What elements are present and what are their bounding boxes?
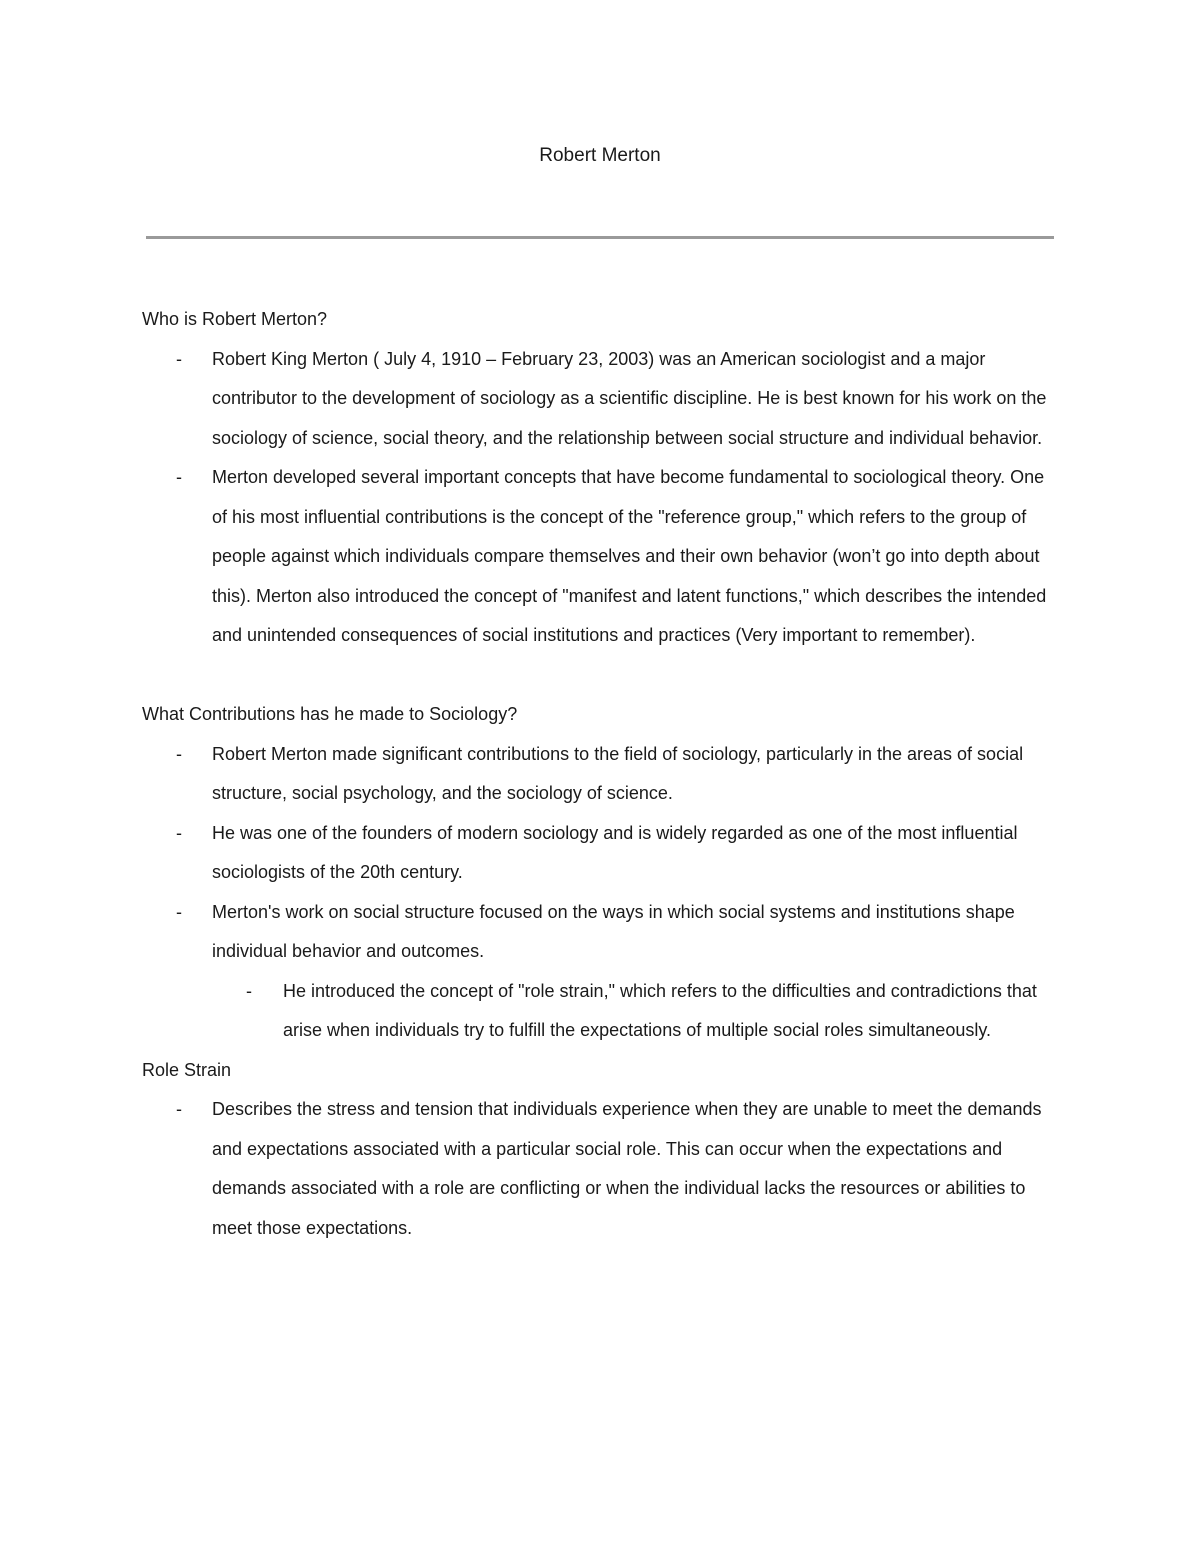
bullet-list-role-strain bbox=[142, 1090, 1058, 1248]
list-item bbox=[142, 340, 1058, 459]
list-item-text: Describes the stress and tension that individuals experience when they are unable to meet the demands and expectations associated with a particular social role. This can occur when the expectations and demands associated with a role are conflicting or when the individual lacks the resources or abilities to meet those expectations. bbox=[212, 1099, 1042, 1238]
section-heading-role-strain: Role Strain bbox=[142, 1059, 232, 1080]
horizontal-rule bbox=[146, 236, 1054, 239]
bullet-dash: - bbox=[176, 901, 182, 922]
list-item-text: Robert King Merton ( July 4, 1910 – February 23, 2003) was an American sociologist and a major contributor to the development of sociology as a scientific discipline. He is best known for his work on the sociology of science, social theory, and the relationship between social structure and individual behavior. bbox=[212, 348, 1047, 448]
bullet-list-who bbox=[142, 340, 1058, 656]
document-body bbox=[142, 300, 1058, 1248]
document-title: Robert Merton bbox=[539, 145, 661, 166]
list-item-text: Merton's work on social structure focused on the ways in which social systems and institutions shape individual behavior and outcomes. bbox=[212, 901, 1015, 961]
list-item-text: He was one of the founders of modern sociology and is widely regarded as one of the most influential sociologists of the 20th century. bbox=[212, 822, 1018, 882]
section-heading-contributions: What Contributions has he made to Sociology? bbox=[142, 704, 518, 724]
list-item-text: He introduced the concept of "role strain," which refers to the difficulties and contradictions that arise when individuals try to fulfill the expectations of multiple social roles simultaneously. bbox=[283, 980, 1037, 1040]
list-item bbox=[142, 814, 1058, 893]
list-item-text: Merton developed several important concepts that have become fundamental to sociological theory. One of his most influential contributions is the concept of the "reference group," which refers to the group of people against which individuals compare themselves and their own behavior (won’t go into depth about this). Merton also introduced the concept of "manifest and latent functions," which describes the intended and unintended consequences of social institutions and practices (Very important to remember). bbox=[212, 467, 1047, 645]
bullet-dash: - bbox=[246, 980, 252, 1001]
bullet-dash: - bbox=[176, 743, 182, 764]
section-heading-who: Who is Robert Merton? bbox=[142, 309, 328, 329]
list-item bbox=[142, 893, 1058, 972]
list-item-text: Robert Merton made significant contributions to the field of sociology, particularly in the areas of social structure, social psychology, and the sociology of science. bbox=[212, 743, 1024, 803]
list-item bbox=[142, 735, 1058, 814]
paragraph-spacer bbox=[142, 656, 1058, 696]
bullet-dash: - bbox=[176, 348, 182, 369]
bullet-dash: - bbox=[176, 1099, 182, 1119]
bullet-dash: - bbox=[176, 467, 182, 487]
bullet-list-contributions bbox=[142, 735, 1058, 1051]
sub-list-item bbox=[142, 972, 1058, 1051]
list-item bbox=[142, 458, 1058, 656]
bullet-dash: - bbox=[176, 822, 182, 843]
list-item bbox=[142, 1090, 1058, 1248]
